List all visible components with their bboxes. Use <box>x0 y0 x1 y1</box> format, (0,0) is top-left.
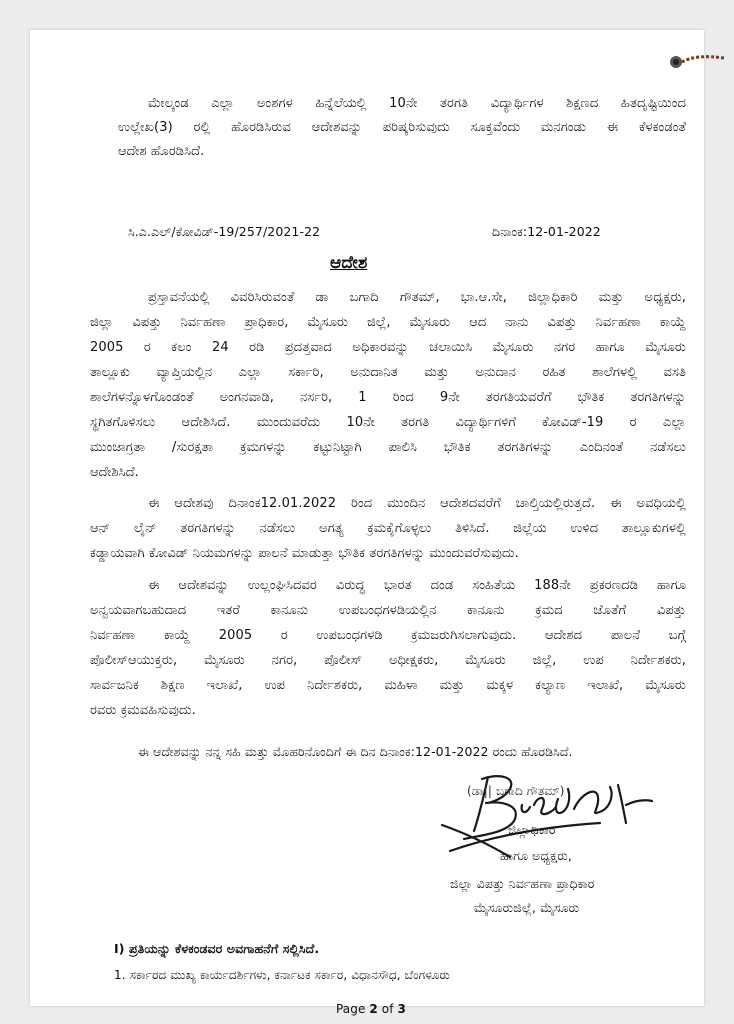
page-number <box>336 998 406 1022</box>
para3-line: ಈ ಆದೇಶವನ್ನು ಉಲ್ಲಂಘಿಸಿದವರ ವಿರುದ್ಧ ಭಾರತ ದಂಡ ಸಂಹಿತೆಯ 188ನೇ ಪ್ರಕರಣದಡಿ ಹಾಗೂ <box>148 578 686 593</box>
page-of: of <box>381 1002 394 1016</box>
para3-line: ಸಾರ್ವಜನಿಕ ಶಿಕ್ಷಣ ಇಲಾಖೆ, ಉಪ ನಿರ್ದೇಶಕರು, ಮಹಿಳಾ ಮತ್ತು ಮಕ್ಕಳ ಕಲ್ಯಾಣ ಇಲಾಖೆ, ಮೈಸೂರು <box>90 678 686 693</box>
page-total: 3 <box>397 1002 406 1016</box>
para3-line: ನಿರ್ವಹಣಾ ಕಾಯ್ದೆ 2005 ರ ಉಪಬಂಧಗಳಡಿ ಕ್ರಮಜರುಗಿಸಲಾಗುವುದು. ಆದೇಶದ ಪಾಲನೆ ಬಗ್ಗೆ <box>90 628 686 643</box>
para1-line: ಮುಂಜಾಗ್ರತಾ /ಸುರಕ್ಷತಾ ಕ್ರಮಗಳನ್ನು ಕಟ್ಟುನಿಟ್ಟಾಗಿ ಪಾಲಿಸಿ ಭೌತಿಕ ತರಗತಿಗಳನ್ನು ಎಂದಿನಂತೆ ನಡೆಸಲು <box>90 440 686 455</box>
para2-line: ಈ ಆದೇಶವು ದಿನಾಂಕ12.01.2022 ರಿಂದ ಮುಂದಿನ ಆದೇಶದವರೆಗೆ ಚಾಲ್ತಿಯಲ್ಲಿರುತ್ತದೆ. ಈ ಅವಧಿಯಲ್ಲಿ <box>148 496 686 511</box>
para1-line: ಶಾಲೆಗಳನ್ನೊಳಗೊಂಡಂತೆ ಅಂಗನವಾಡಿ, ನರ್ಸರಿ, 1 ರಿಂದ 9ನೇ ತರಗತಿಯವರೆಗೆ ಭೌತಿಕ ತರಗತಿಗಳನ್ನು <box>90 390 686 405</box>
signatory-name: (ಡಾ|| ಬಗಾದಿ ಗೌತಮ್) <box>467 784 565 798</box>
para2-line: ಕಡ್ಡಾಯವಾಗಿ ಕೋವಿಡ್ ನಿಯಮಗಳನ್ನು ಪಾಲನೆ ಮಾಡುತ್ತಾ ಭೌತಿಕ ತರಗತಿಗಳನ್ನು ಮುಂದುವರೆಸುವುದು. <box>90 546 519 561</box>
order-date: ದಿನಾಂಕ:12-01-2022 <box>492 224 601 239</box>
para3-line: ಅನ್ವಯವಾಗಬಹುದಾದ ಇತರೆ ಕಾನೂನು ಉಪಬಂಧಗಳಡಿಯಲ್ಲಿನ ಕಾನೂನು ಕ್ರಮದ ಜೊತೆಗೆ ವಿಪತ್ತು <box>90 603 686 618</box>
para1-line: 2005 ರ ಕಲಂ 24 ರಡಿ ಪ್ರದತ್ತವಾದ ಅಧಿಕಾರವನ್ನು ಚಲಾಯಿಸಿ ಮೈಸೂರು ನಗರ ಹಾಗೂ ಮೈಸೂರು <box>90 340 686 355</box>
para3-line: ರವರು ಕ್ರಮವಹಿಸುವುದು. <box>90 703 196 718</box>
para2-line: ಆನ್ ಲೈನ್ ತರಗತಿಗಳನ್ನು ನಡೆಸಲು ಅಗತ್ಯ ಕ್ರಮಕೈಗೊಳ್ಳಲು ತಿಳಿಸಿದೆ. ಜಿಲ್ಲೆಯ ಉಳಿದ ತಾಲ್ಲೂಕುಗಳಲ್ಲಿ <box>90 521 686 536</box>
para1-line: ತಾಲ್ಲೂಕು ವ್ಯಾಪ್ತಿಯಲ್ಲಿನ ಎಲ್ಲಾ ಸರ್ಕಾರಿ, ಅನುದಾನಿತ ಮತ್ತು ಅನುದಾನ ರಹಿತ ಶಾಲೆಗಳಲ್ಲಿ ವಸತಿ <box>90 365 686 380</box>
copies-list-item: 1. ಸರ್ಕಾರದ ಮುಖ್ಯ ಕಾರ್ಯದರ್ಶಿಗಳು, ಕರ್ನಾಟಕ ಸರ್ಕಾರ, ವಿಧಾನಸೌಧ, ಬೆಂಗಳೂರು <box>114 968 450 982</box>
signatory-designation: ಜಿಲ್ಲಾಧಿಕಾರಿ <box>508 822 556 837</box>
signatory-authority: ಜಿಲ್ಲಾ ವಿಪತ್ತು ನಿರ್ವಹಣಾ ಪ್ರಾಧಿಕಾರ <box>450 876 595 891</box>
para1-line: ಜಿಲ್ಲಾ ವಿಪತ್ತು ನಿರ್ವಹಣಾ ಪ್ರಾಧಿಕಾರ, ಮೈಸೂರು ಜಿಲ್ಲೆ, ಮೈಸೂರು ಆದ ನಾನು ವಿಪತ್ತು ನಿರ್ವಹಣಾ ಕಾಯ್ದೆ <box>90 315 686 330</box>
order-title: ಆದೇಶ <box>330 253 368 273</box>
page-current: 2 <box>369 1002 378 1016</box>
document-page <box>30 30 704 1016</box>
intro-line-1: ಮೇಲ್ಕಂಡ ಎಲ್ಲಾ ಅಂಶಗಳ ಹಿನ್ನೆಲೆಯಲ್ಲಿ 10ನೇ ತರಗತಿ ವಿದ್ಯಾರ್ಥಿಗಳ ಶಿಕ್ಷಣದ ಹಿತದೃಷ್ಟಿಯಿಂದ <box>148 96 686 111</box>
para1-line: ಪ್ರಸ್ತಾವನೆಯಲ್ಲಿ ವಿವರಿಸಿರುವಂತೆ ಡಾ ಬಗಾದಿ ಗೌತಮ್, ಭಾ.ಆ.ಸೇ, ಜಿಲ್ಲಾಧಿಕಾರಿ ಮತ್ತು ಅಧ್ಯಕ್ಷರು, <box>148 290 686 305</box>
para1-line: ಆದೇಶಿಸಿದೆ. <box>90 465 139 480</box>
intro-line-3: ಆದೇಶ ಹೊರಡಿಸಿದೆ. <box>118 144 205 159</box>
closing-statement: ಈ ಆದೇಶವನ್ನು ನನ್ನ ಸಹಿ ಮತ್ತು ಮೊಹರಿನೊಂದಿಗೆ ಈ ದಿನ ದಿನಾಂಕ:12-01-2022 ರಂದು ಹೊರಡಿಸಿದೆ. <box>138 744 573 759</box>
para3-line: ಪೊಲೀಸ್‌ಆಯುಕ್ತರು, ಮೈಸೂರು ನಗರ, ಪೊಲೀಸ್ ಅಧೀಕ್ಷಕರು, ಮೈಸೂರು ಜಿಲ್ಲೆ, ಉಪ ನಿರ್ದೇಶಕರು, <box>90 653 686 668</box>
copies-heading: I) ಪ್ರತಿಯನ್ನು ಕೆಳಕಂಡವರ ಅವಗಾಹನೆಗೆ ಸಲ್ಲಿಸಿದೆ. <box>114 941 320 956</box>
reference-number: ಸಿ.ಎ.ಎಲ್/ಕೋವಿಡ್-19/257/2021-22 <box>128 224 321 239</box>
signatory-designation-2: ಹಾಗೂ ಅಧ್ಯಕ್ಷರು, <box>500 848 572 863</box>
intro-line-2: ಉಲ್ಲೇಖ(3) ರಲ್ಲಿ ಹೊರಡಿಸಿರುವ ಆದೇಶವನ್ನು ಪರಿಷ್ಕರಿಸುವುದು ಸೂಕ್ತವೆಂದು ಮನಗಂಡು ಈ ಕೆಳಕಂಡಂತೆ <box>118 120 686 135</box>
stapler-pin-icon <box>666 44 726 84</box>
page-label: Page <box>336 1002 366 1016</box>
para1-line: ಸ್ಥಗಿತಗೊಳಿಸಲು ಆದೇಶಿಸಿದೆ. ಮುಂದುವರೆದು 10ನೇ ತರಗತಿ ವಿದ್ಯಾರ್ಥಿಗಳಿಗೆ ಕೋವಿಡ್-19 ರ ಎಲ್ಲಾ <box>90 415 686 430</box>
signatory-location: ಮೈಸೂರುಜಿಲ್ಲೆ, ಮೈಸೂರು <box>474 900 580 915</box>
